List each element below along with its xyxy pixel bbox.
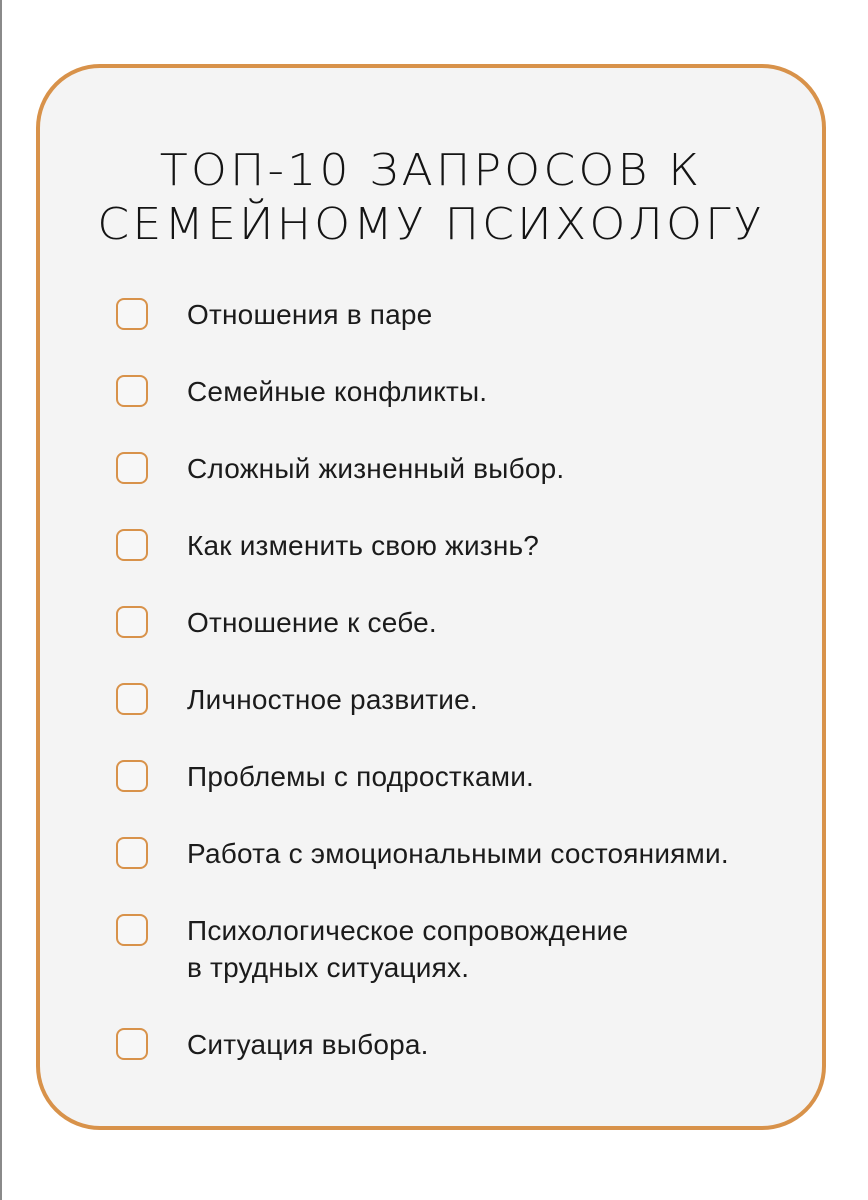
checkbox[interactable] bbox=[116, 452, 148, 484]
checklist-item-label: Как изменить свою жизнь? bbox=[187, 530, 540, 561]
checkbox[interactable] bbox=[116, 298, 148, 330]
checklist-item-label: Сложный жизненный выбор. bbox=[187, 453, 565, 484]
checklist-item bbox=[116, 527, 796, 564]
checklist-item bbox=[116, 296, 796, 333]
checkbox[interactable] bbox=[116, 606, 148, 638]
checklist-item-label: Личностное развитие. bbox=[187, 684, 478, 715]
checklist-item bbox=[116, 373, 796, 410]
title-line: ТОП-10 ЗАПРОСОВ К bbox=[159, 145, 703, 196]
page-title bbox=[24, 144, 837, 252]
checklist-item-label: Отношения в паре bbox=[187, 299, 433, 330]
checklist-item-label: Ситуация выбора. bbox=[187, 1029, 429, 1060]
checkbox[interactable] bbox=[116, 683, 148, 715]
checklist-item bbox=[116, 681, 796, 718]
checkbox[interactable] bbox=[116, 914, 148, 946]
checkbox[interactable] bbox=[116, 760, 148, 792]
checkbox[interactable] bbox=[116, 529, 148, 561]
checklist-item-label: Проблемы с подростками. bbox=[187, 761, 535, 792]
checkbox[interactable] bbox=[116, 375, 148, 407]
checklist-item bbox=[116, 835, 796, 872]
checklist-item bbox=[116, 758, 796, 795]
checklist-item bbox=[116, 912, 796, 986]
checklist-card bbox=[36, 64, 826, 1130]
checklist-item bbox=[116, 1026, 796, 1063]
checklist-item-label: Отношение к себе. bbox=[187, 607, 437, 638]
checklist-item-label: Семейные конфликты. bbox=[187, 376, 488, 407]
checklist-item-label: Психологическое сопровождение в трудных ситуациях. bbox=[187, 915, 629, 983]
request-checklist bbox=[116, 296, 796, 1103]
checkbox[interactable] bbox=[116, 1028, 148, 1060]
page-edge-line bbox=[0, 0, 2, 1200]
checklist-item-label: Работа с эмоциональными состояниями. bbox=[187, 838, 729, 869]
checklist-item bbox=[116, 450, 796, 487]
checkbox[interactable] bbox=[116, 837, 148, 869]
checklist-item bbox=[116, 604, 796, 641]
title-line: СЕМЕЙНОМУ ПСИХОЛОГУ bbox=[97, 199, 765, 250]
